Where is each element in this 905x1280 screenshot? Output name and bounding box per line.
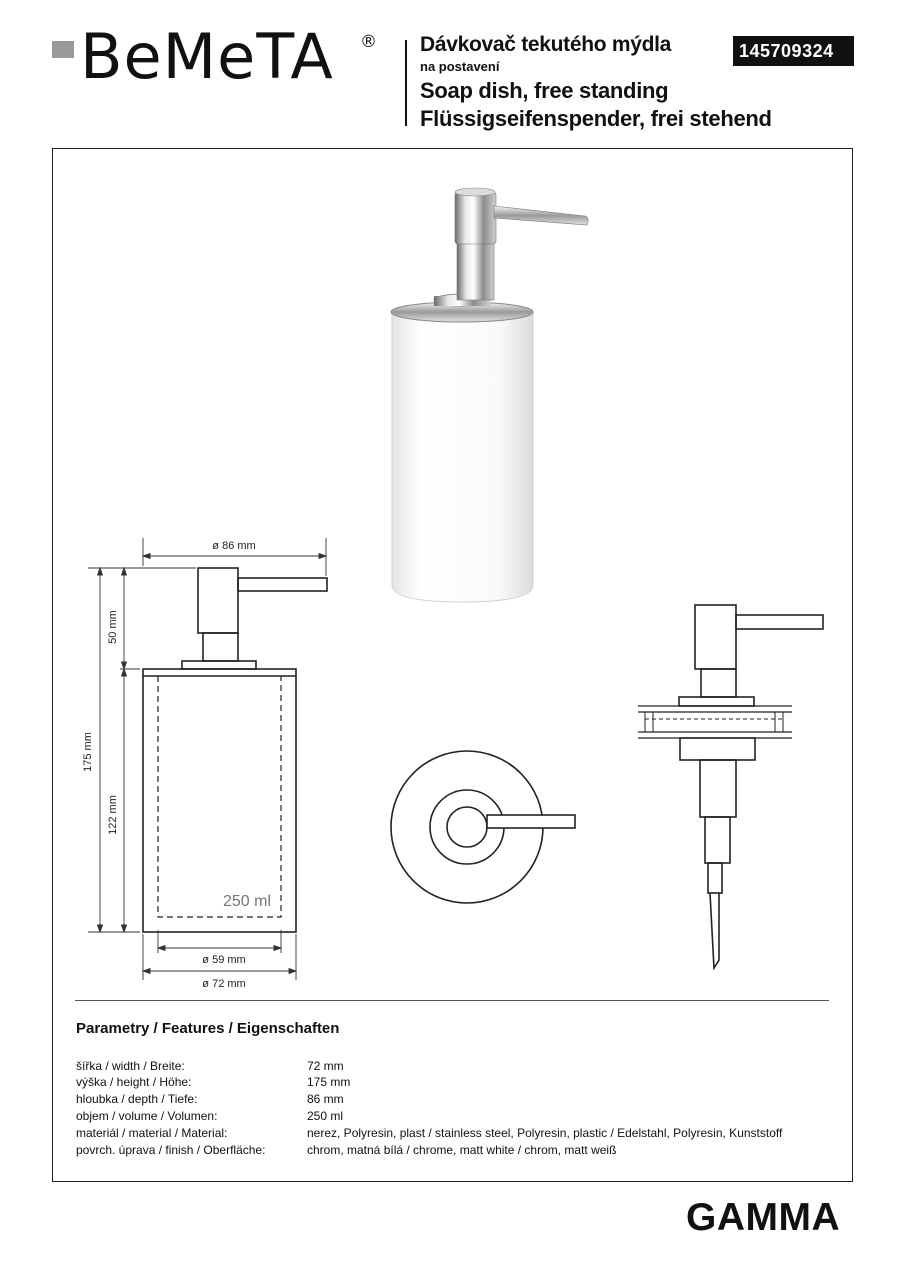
- feature-label-finish: povrch. úprava / finish / Oberfläche:: [76, 1143, 266, 1157]
- title-german: Flüssigseifenspender, frei stehend: [420, 106, 772, 131]
- registered-mark: ®: [360, 32, 377, 52]
- volume-label: 250 ml: [222, 893, 272, 910]
- feature-value-width: 72 mm: [307, 1059, 344, 1073]
- top-view-drawing: [391, 751, 575, 903]
- brand-logo: BeMeTA: [80, 20, 334, 93]
- feature-value-depth: 86 mm: [307, 1092, 344, 1106]
- feature-value-height: 175 mm: [307, 1075, 351, 1089]
- title-czech: Dávkovač tekutého mýdla: [420, 33, 672, 56]
- feature-label-depth: hloubka / depth / Tiefe:: [76, 1092, 198, 1106]
- feature-label-height: výška / height / Höhe:: [76, 1075, 192, 1089]
- title-english: Soap dish, free standing: [420, 78, 669, 103]
- feature-label-width: šířka / width / Breite:: [76, 1059, 185, 1073]
- feature-value-finish: chrom, matná bílá / chrome, matt white / chrom, matt weiß: [307, 1143, 617, 1157]
- dim-pump-height: 50 mm: [107, 610, 119, 644]
- feature-value-volume: 250 ml: [307, 1109, 344, 1123]
- dim-body-height: 122 mm: [107, 795, 119, 835]
- subtitle-czech: na postavení: [420, 59, 500, 74]
- pump-section-drawing: [638, 605, 823, 968]
- dim-inner-diameter: ø 59 mm: [202, 954, 246, 966]
- features-divider: [75, 1000, 829, 1001]
- dim-top-diameter: ø 86 mm: [212, 540, 256, 552]
- dim-total-height: 175 mm: [82, 732, 94, 772]
- feature-value-material: nerez, Polyresin, plast / stainless steel, Polyresin, plastic / Edelstahl, Polyresin, Kunststoff: [307, 1126, 783, 1140]
- series-name: GAMMA: [686, 1196, 841, 1239]
- dim-outer-diameter: ø 72 mm: [202, 978, 246, 990]
- features-heading: Parametry / Features / Eigenschaften: [76, 1020, 340, 1037]
- product-code-badge: 145709324: [733, 36, 854, 66]
- dimension-lines: [88, 538, 326, 980]
- product-photo: [391, 188, 588, 602]
- feature-label-volume: objem / volume / Volumen:: [76, 1109, 218, 1123]
- side-elevation-drawing: [143, 568, 327, 932]
- feature-label-material: materiál / material / Material:: [76, 1126, 228, 1140]
